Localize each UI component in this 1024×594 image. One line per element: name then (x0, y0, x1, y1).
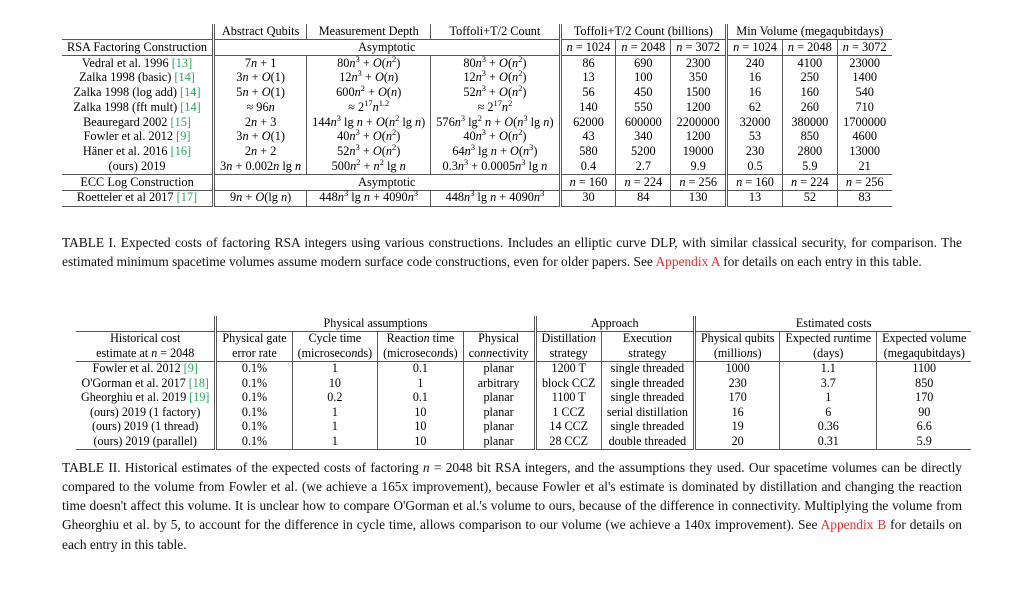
col-header-line2: (megaqubitdays) (877, 346, 972, 361)
col-header-line1: Cycle time (292, 331, 378, 346)
cell-physical-qubits: 230 (694, 376, 780, 391)
cell-min-volume: 230 (727, 145, 783, 160)
cell-reaction-time: 10 (378, 405, 464, 420)
cell-abstract-qubits: 5n + O(1) (214, 86, 307, 101)
cell-physical-qubits: 19 (694, 420, 780, 435)
cell-distillation-strategy: 1200 T (535, 361, 601, 376)
cell-execution-strategy: serial distillation (601, 405, 694, 420)
col-header-line1: Physical qubits (694, 331, 780, 346)
cell-toffoli-count: $576n^3$ $\lg^2 n + O(n^3$ lg n) (431, 115, 560, 130)
cell-toffoli-count: $80n^3 + O(n^2)$ (431, 56, 560, 71)
citation-ref[interactable]: [19] (189, 390, 210, 405)
cell-toffoli-billions: 43 (560, 130, 616, 145)
n-header-rsa-1: n = 2048 (616, 40, 671, 56)
cell-toffoli-billions: 350 (671, 71, 727, 86)
cell-toffoli-count: $40n^3 + O(n^2)$ (431, 130, 560, 145)
cell-reaction-time: 1 (378, 376, 464, 391)
col-header-line1: Physical gate (216, 331, 292, 346)
cell-reaction-time: 0.1 (378, 361, 464, 376)
group-header-estimated-costs: Estimated costs (694, 316, 971, 331)
table-2 (76, 316, 971, 450)
cell-toffoli-count: $448n^3$ $\lg n + 4090n^3$ (431, 190, 560, 206)
col-header-line2: strategy (535, 346, 601, 361)
citation-ref[interactable]: [14] (180, 85, 201, 100)
table-1-group-header-row (62, 24, 892, 40)
cell-error-rate: 0.1% (216, 434, 292, 449)
table-row (62, 71, 892, 86)
col-header-line1: Physical (463, 331, 535, 346)
table-1-section-1-header (62, 40, 892, 56)
table-row (62, 115, 892, 130)
cell-min-volume: 13 (727, 190, 783, 206)
n-header-rsa-4: n = 2048 (782, 40, 837, 56)
table-1-row-label: Vedral et al. 1996 [13] (81, 55, 193, 70)
cell-min-volume: 850 (782, 130, 837, 145)
cell-min-volume: 4600 (837, 130, 891, 145)
cell-physical-qubits: 1000 (694, 361, 780, 376)
table-2-col-header-line-2 (76, 346, 971, 361)
table-1-row-label: Zalka 1998 (fft mult) [14] (73, 99, 201, 114)
cell-toffoli-billions: 100 (616, 71, 671, 86)
table-1-container (62, 24, 892, 207)
cell-connectivity: planar (463, 405, 535, 420)
cell-execution-strategy: double threaded (601, 434, 694, 449)
col-header-line2: (microseconds) (378, 346, 464, 361)
citation-ref[interactable]: [18] (188, 375, 209, 390)
cell-abstract-qubits: 3n + O(1) (214, 130, 307, 145)
cell-measurement-depth: $52n^3 + O(n^2)$ (307, 145, 431, 160)
cell-toffoli-billions: 9.9 (671, 159, 727, 174)
cell-error-rate: 0.1% (216, 361, 292, 376)
cell-toffoli-billions: 5200 (616, 145, 671, 160)
table-row (76, 361, 971, 376)
citation-ref[interactable]: [9] (176, 129, 191, 144)
citation-ref[interactable]: [14] (180, 99, 201, 114)
n-header-rsa-3: n = 1024 (727, 40, 783, 56)
cell-cycle-time: 1 (292, 361, 378, 376)
cell-toffoli-billions: 140 (560, 100, 616, 115)
cell-toffoli-billions: 2300 (671, 56, 727, 71)
col-header-line1: Expected volume (877, 331, 972, 346)
caption-1-text-b: for details on each entry in this table. (719, 254, 922, 270)
cell-toffoli-billions: 2.7 (616, 159, 671, 174)
n-header-ecc-1: n = 224 (616, 175, 671, 191)
table-2-col-header-line-1 (76, 331, 971, 346)
caption-2-text-b: for details on each entry in this table. (62, 517, 962, 552)
col-header-line2: connectivity (463, 346, 535, 361)
cell-toffoli-billions: 130 (671, 190, 727, 206)
col-header-line1: Expected runtime (780, 331, 877, 346)
table-2-row-label: O'Gorman et al. 2017 [18] (81, 375, 209, 390)
cell-abstract-qubits: 9n + O(lg n) (214, 190, 307, 206)
cell-connectivity: planar (463, 434, 535, 449)
cell-toffoli-billions: 1200 (671, 130, 727, 145)
cell-expected-runtime: 1.1 (780, 361, 877, 376)
cell-toffoli-billions: 600000 (616, 115, 671, 130)
cell-min-volume: 21 (837, 159, 891, 174)
cell-measurement-depth: $600n^2 + O(n)$ (307, 86, 431, 101)
section-label-ecc: ECC Log Construction (62, 175, 214, 191)
col-header-line1: Distillation (535, 331, 601, 346)
cell-cycle-time: 0.2 (292, 391, 378, 406)
cell-expected-volume: 1100 (877, 361, 972, 376)
cell-abstract-qubits: 2n + 2 (214, 145, 307, 160)
table-row (62, 130, 892, 145)
cell-execution-strategy: single threaded (601, 376, 694, 391)
table-1-row-label: Zalka 1998 (log add) [14] (73, 85, 201, 100)
col-header-line2: strategy (601, 346, 694, 361)
n-header-ecc-3: n = 160 (727, 175, 783, 191)
table-2-row-label: (ours) 2019 (1 thread) (91, 419, 199, 434)
cell-toffoli-billions: 690 (616, 56, 671, 71)
group-header-approach: Approach (535, 316, 694, 331)
n-header-ecc-0: n = 160 (560, 175, 616, 191)
cell-toffoli-billions: 550 (616, 100, 671, 115)
col-header-line1: Historical cost (76, 331, 216, 346)
col-header-line2: (microseconds) (292, 346, 378, 361)
table-row (62, 190, 892, 206)
table-1-row-label: Roetteler et al 2017 [17] (62, 190, 214, 206)
n-header-ecc-4: n = 224 (782, 175, 837, 191)
table-row (76, 434, 971, 449)
n-header-ecc-2: n = 256 (671, 175, 727, 191)
cell-distillation-strategy: block CCZ (535, 376, 601, 391)
cell-distillation-strategy: 1100 T (535, 391, 601, 406)
cell-measurement-depth: $80n^3 + O(n^2)$ (307, 56, 431, 71)
table-2-row-label: (ours) 2019 (parallel) (76, 434, 216, 449)
cell-min-volume: 62 (727, 100, 783, 115)
group-header-physical-assumptions: Physical assumptions (216, 316, 535, 331)
cell-expected-volume: 5.9 (877, 434, 972, 449)
col-header-line2: (days) (780, 346, 877, 361)
col-header-line2: (millions) (694, 346, 780, 361)
cell-cycle-time: 10 (292, 376, 378, 391)
cell-error-rate: 0.1% (216, 376, 292, 391)
cell-toffoli-billions: 30 (560, 190, 616, 206)
group-header-min-volume: Min Volume (megaqubitdays) (727, 24, 892, 40)
cell-toffoli-billions: 340 (616, 130, 671, 145)
n-header-rsa-0: n = 1024 (560, 40, 616, 56)
table-1-section-2-header (62, 175, 892, 191)
cell-min-volume: 32000 (727, 115, 783, 130)
table-row (62, 145, 892, 160)
table-1-row-label: Häner et al. 2016 [16] (82, 144, 192, 159)
cell-expected-runtime: 1 (780, 391, 877, 406)
table-row (76, 420, 971, 435)
cell-toffoli-billions: 450 (616, 86, 671, 101)
cell-measurement-depth: ≈ $2^{17}n^{1.2}$ (307, 100, 431, 115)
cell-min-volume: 1400 (837, 71, 891, 86)
cell-distillation-strategy: 14 CCZ (535, 420, 601, 435)
cell-min-volume: 240 (727, 56, 783, 71)
cell-expected-volume: 170 (877, 391, 972, 406)
cell-toffoli-billions: 0.4 (560, 159, 616, 174)
cell-toffoli-billions: 1200 (671, 100, 727, 115)
cell-min-volume: 4100 (782, 56, 837, 71)
table-2-caption (62, 458, 962, 554)
table-2-row-label: Gheorghiu et al. 2019 [19] (81, 390, 210, 405)
cell-measurement-depth: $144n^3$ $\lg n + O(n^2$ lg n) (307, 115, 431, 130)
cell-cycle-time: 1 (292, 405, 378, 420)
cell-toffoli-billions: 1500 (671, 86, 727, 101)
n-header-ecc-5: n = 256 (837, 175, 891, 191)
cell-toffoli-billions: 19000 (671, 145, 727, 160)
cell-execution-strategy: single threaded (601, 420, 694, 435)
caption-2-text-a: Historical estimates of the expected costs of factoring n = 2048 bit RSA integers, and the assumptions they used. Our spacetime volumes can be directly compared to the volume from Fowler et al. (we achieve a 165x improvement), because Fowler et al's estimate is dominated by distillation and changing the reaction time doesn't affect this volume. It is unclear how to compare O'Gorman et al.'s volume to ours, because of the difference in connectivity. Multiplying the volume from Gheorghiu et al. by 5, to account for the difference in cycle time, allows comparison to our volume (we achieve a 140x improvement). See (62, 460, 962, 533)
cell-min-volume: 13000 (837, 145, 891, 160)
group-header-toffoli-count: Toffoli+T/2 Count (431, 24, 560, 40)
table-2-row-label: Fowler et al. 2012 [9] (92, 361, 198, 376)
cell-error-rate: 0.1% (216, 405, 292, 420)
n-header-rsa-2: n = 3072 (671, 40, 727, 56)
table-1-caption (62, 233, 962, 271)
table-1-row-label: Fowler et al. 2012 [9] (83, 129, 191, 144)
cell-min-volume: 53 (727, 130, 783, 145)
cell-toffoli-billions: 13 (560, 71, 616, 86)
cell-measurement-depth: $500n^2 + n^2$ lg n (307, 159, 431, 174)
caption-1-text-a: Expected costs of factoring RSA integers using various constructions. Includes an elliptic curve DLP, with similar classical security, for comparison. The estimated minimum spacetime volumes assume modern surface code constructions, even for older papers. See (62, 235, 962, 270)
citation-ref[interactable]: [9] (183, 361, 198, 376)
cell-min-volume: 260 (782, 100, 837, 115)
group-header-toffoli-billions: Toffoli+T/2 Count (billions) (560, 24, 727, 40)
table-1-corner-cell (62, 24, 214, 40)
cell-measurement-depth: $448n^3$ $\lg n + 4090n^3$ (307, 190, 431, 206)
cell-toffoli-billions: 84 (616, 190, 671, 206)
cell-measurement-depth: $12n^3 + O(n)$ (307, 71, 431, 86)
cell-reaction-time: 0.1 (378, 391, 464, 406)
group-header-measurement-depth: Measurement Depth (307, 24, 431, 40)
cell-distillation-strategy: 1 CCZ (535, 405, 601, 420)
cell-min-volume: 2800 (782, 145, 837, 160)
cell-connectivity: planar (463, 420, 535, 435)
table-row (76, 376, 971, 391)
table-row (62, 56, 892, 71)
cell-abstract-qubits: ≈ 96n (214, 100, 307, 115)
cell-toffoli-count: $64n^3$ $\lg n + O(n^3)$ (431, 145, 560, 160)
cell-min-volume: 160 (782, 86, 837, 101)
cell-execution-strategy: single threaded (601, 361, 694, 376)
cell-min-volume: 380000 (782, 115, 837, 130)
cell-expected-volume: 850 (877, 376, 972, 391)
table-1-row-label: Zalka 1998 (basic) [14] (79, 70, 195, 85)
cell-abstract-qubits: 2n + 3 (214, 115, 307, 130)
col-header-line2: error rate (216, 346, 292, 361)
cell-expected-volume: 6.6 (877, 420, 972, 435)
cell-expected-runtime: 3.7 (780, 376, 877, 391)
cell-min-volume: 1700000 (837, 115, 891, 130)
col-header-line2: estimate at n = 2048 (76, 346, 216, 361)
group-header-abstract-qubits: Abstract Qubits (214, 24, 307, 40)
cell-expected-runtime: 0.36 (780, 420, 877, 435)
citation-ref[interactable]: [14] (174, 70, 195, 85)
cell-min-volume: 710 (837, 100, 891, 115)
cell-min-volume: 250 (782, 71, 837, 86)
cell-min-volume: 16 (727, 71, 783, 86)
cell-distillation-strategy: 28 CCZ (535, 434, 601, 449)
caption-2-prefix: TABLE II. (62, 460, 121, 475)
table-1-row-label: Beauregard 2002 [15] (83, 114, 191, 129)
cell-min-volume: 0.5 (727, 159, 783, 174)
cell-min-volume: 83 (837, 190, 891, 206)
cell-cycle-time: 1 (292, 434, 378, 449)
col-header-line1: Reaction time (378, 331, 464, 346)
cell-connectivity: planar (463, 361, 535, 376)
citation-ref[interactable]: [15] (170, 114, 191, 129)
cell-error-rate: 0.1% (216, 420, 292, 435)
table-row (76, 391, 971, 406)
col-header-line1: Execution (601, 331, 694, 346)
citation-ref[interactable]: [13] (171, 55, 193, 70)
table-row (76, 405, 971, 420)
cell-abstract-qubits: 3n + 0.002n lg n (214, 159, 307, 174)
cell-physical-qubits: 16 (694, 405, 780, 420)
cell-expected-runtime: 6 (780, 405, 877, 420)
table-2-corner-cell (76, 316, 216, 331)
cell-toffoli-billions: 56 (560, 86, 616, 101)
cell-connectivity: planar (463, 391, 535, 406)
cell-min-volume: 16 (727, 86, 783, 101)
cell-toffoli-count: $12n^3 + O(n^2)$ (431, 71, 560, 86)
table-2-row-label: (ours) 2019 (1 factory) (89, 404, 201, 419)
asymptotic-label-ecc: Asymptotic (214, 175, 560, 191)
citation-ref[interactable]: [16] (170, 144, 192, 159)
table-row (62, 159, 892, 174)
section-label-rsa: RSA Factoring Construction (62, 40, 214, 56)
cell-error-rate: 0.1% (216, 391, 292, 406)
cell-abstract-qubits: 7n + 1 (214, 56, 307, 71)
table-2-container (76, 316, 971, 450)
citation-ref[interactable]: [17] (176, 190, 198, 205)
cell-expected-runtime: 0.31 (780, 434, 877, 449)
cell-toffoli-billions: 580 (560, 145, 616, 160)
cell-cycle-time: 1 (292, 420, 378, 435)
cell-toffoli-count: ≈ $2^{17}n^2$ (431, 100, 560, 115)
table-2-group-header-row (76, 316, 971, 331)
cell-min-volume: 5.9 (782, 159, 837, 174)
cell-measurement-depth: $40n^3 + O(n^2)$ (307, 130, 431, 145)
cell-min-volume: 52 (782, 190, 837, 206)
n-header-rsa-5: n = 3072 (837, 40, 891, 56)
cell-execution-strategy: single threaded (601, 391, 694, 406)
appendix-b-link[interactable]: Appendix B (820, 517, 887, 533)
cell-toffoli-billions: 86 (560, 56, 616, 71)
table-1 (62, 24, 892, 207)
table-1-row-label: (ours) 2019 (62, 159, 214, 174)
cell-connectivity: arbitrary (463, 376, 535, 391)
cell-toffoli-billions: 2200000 (671, 115, 727, 130)
cell-reaction-time: 10 (378, 434, 464, 449)
cell-physical-qubits: 20 (694, 434, 780, 449)
cell-min-volume: 23000 (837, 56, 891, 71)
cell-toffoli-billions: 62000 (560, 115, 616, 130)
asymptotic-label-rsa: Asymptotic (214, 40, 560, 56)
cell-min-volume: 540 (837, 86, 891, 101)
cell-expected-volume: 90 (877, 405, 972, 420)
cell-reaction-time: 10 (378, 420, 464, 435)
appendix-a-link[interactable]: Appendix A (655, 254, 720, 270)
table-row (62, 86, 892, 101)
caption-1-prefix: TABLE I. (62, 235, 117, 250)
cell-physical-qubits: 170 (694, 391, 780, 406)
cell-abstract-qubits: 3n + O(1) (214, 71, 307, 86)
cell-toffoli-count: $52n^3 + O(n^2)$ (431, 86, 560, 101)
cell-toffoli-count: $0.3n^3 + 0.0005n^3$ lg n (431, 159, 560, 174)
